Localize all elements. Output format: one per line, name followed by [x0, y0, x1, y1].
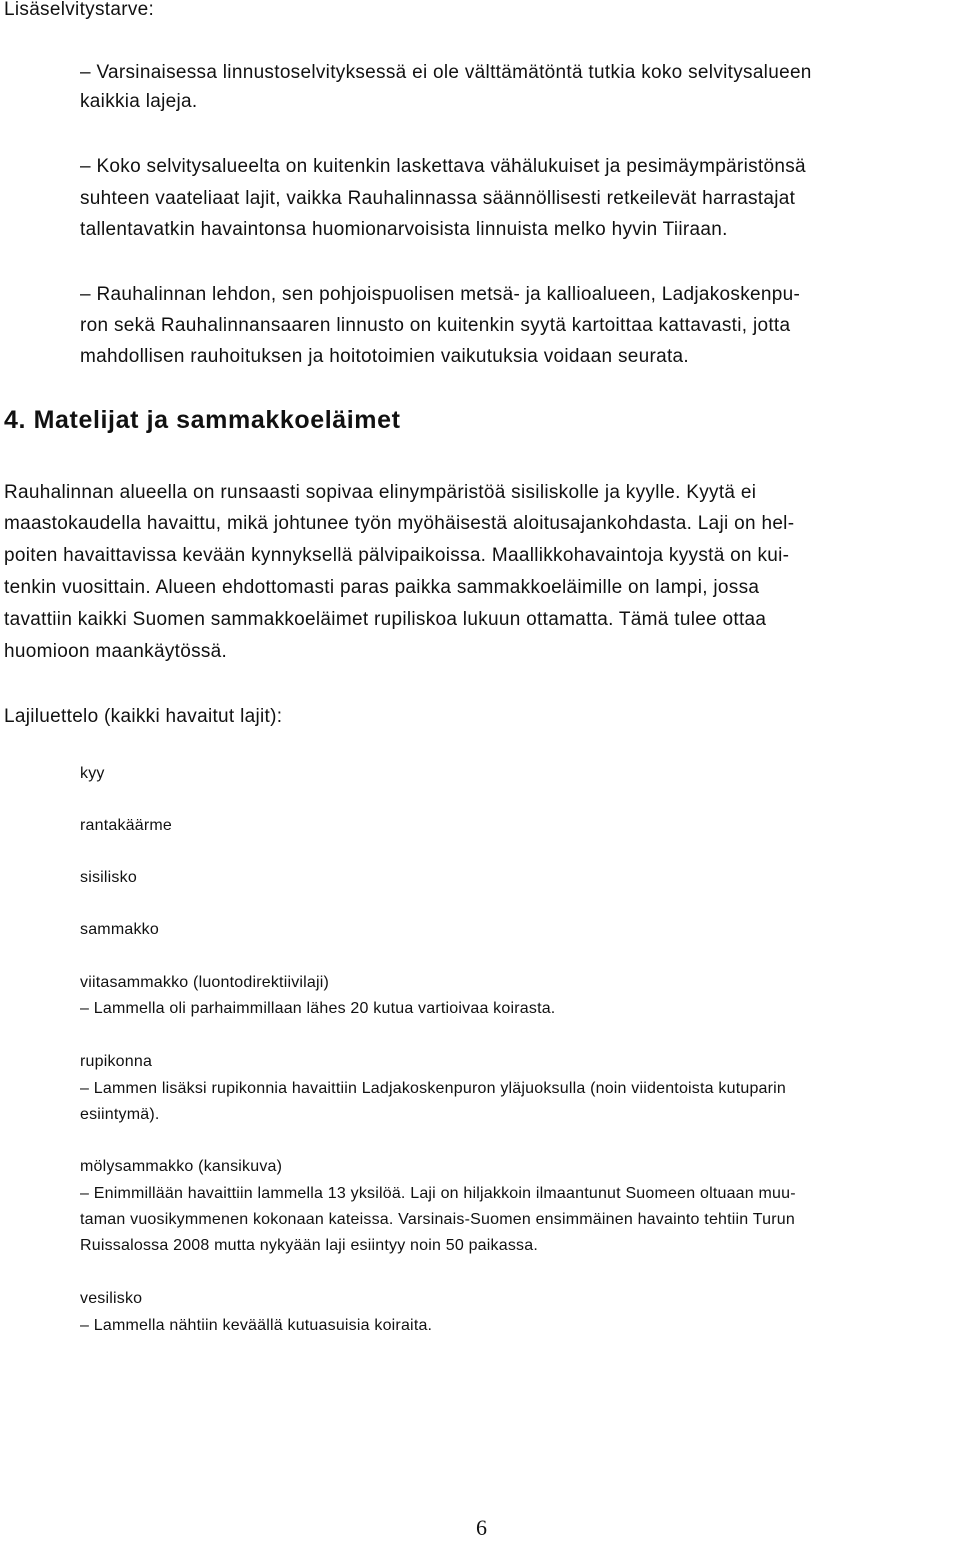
page-number: 6 [476, 1515, 487, 1540]
bullet-2-line-1: – Koko selvitysalueelta on kuitenkin laskettava vähälukuiset ja pesimäympäristönsä [80, 156, 806, 177]
bullet-3-line-3: mahdollisen rauhoituksen ja hoitotoimien vaikutuksia voidaan seurata. [80, 346, 689, 367]
species-name: kyy [80, 765, 105, 782]
species-note: – Enimmillään havaittiin lammella 13 yksilöä. Laji on hiljakkoin ilmaantunut Suomeen oltuaan muu- [80, 1185, 796, 1202]
paragraph-line-2: maastokaudella havaittu, mikä johtunee työn myöhäisestä aloitusajankohdasta. Laji on hel- [4, 513, 795, 534]
species-note: esiintymä). [80, 1106, 160, 1123]
bullet-1-line-2: kaikkia lajeja. [80, 91, 198, 112]
paragraph-line-5: tavattiin kaikki Suomen sammakkoeläimet rupiliskoa lukuun ottamatta. Tämä tulee ottaa [4, 609, 767, 630]
species-name: sammakko [80, 921, 159, 938]
paragraph-line-4: tenkin vuosittain. Alueen ehdottomasti paras paikka sammakkoeläimille on lampi, jossa [4, 577, 760, 598]
bullet-2-line-3: tallentavatkin havaintonsa huomionarvoisista linnuista melko hyvin Tiiraan. [80, 219, 728, 240]
species-name: vesilisko [80, 1290, 143, 1307]
section-heading: 4. Matelijat ja sammakkoeläimet [4, 406, 401, 434]
species-note: – Lammella oli parhaimmillaan lähes 20 kutua vartioivaa koirasta. [80, 1000, 556, 1017]
species-list-label: Lajiluettelo (kaikki havaitut lajit): [4, 706, 283, 727]
section-label: Lisäselvitystarve: [4, 0, 155, 20]
bullet-3-line-1: – Rauhalinnan lehdon, sen pohjoispuolisen metsä- ja kallioalueen, Ladjakoskenpu- [80, 284, 801, 305]
species-name: rantakäärme [80, 817, 173, 834]
paragraph-line-1: Rauhalinnan alueella on runsaasti sopivaa elinympäristöä sisiliskolle ja kyylle. Kyytä ei [4, 482, 757, 503]
species-name: rupikonna [80, 1053, 153, 1070]
paragraph-line-6: huomioon maankäytössä. [4, 641, 228, 662]
species-name: sisilisko [80, 869, 137, 886]
bullet-3-line-2: ron sekä Rauhalinnansaaren linnusto on kuitenkin syytä kartoittaa kattavasti, jotta [80, 315, 791, 336]
species-note: – Lammella nähtiin keväällä kutuasuisia koiraita. [80, 1317, 433, 1334]
bullet-2-line-2: suhteen vaateliaat lajit, vaikka Rauhalinnassa säännöllisesti retkeilevät harrastajat [80, 188, 796, 209]
paragraph-line-3: poiten havaittavissa kevään kynnyksellä pälvipaikoissa. Maallikkohavaintoja kyystä on kui- [4, 545, 790, 566]
species-note: taman vuosikymmenen kokonaan kateissa. Varsinais-Suomen ensimmäinen havainto tehtiin Turun [80, 1211, 795, 1228]
species-note: Ruissalossa 2008 mutta nykyään laji esiintyy noin 50 paikassa. [80, 1237, 538, 1254]
species-note: – Lammen lisäksi rupikonnia havaittiin Ladjakoskenpuron yläjuoksulla (noin viidentoista kutuparin [80, 1080, 787, 1097]
bullet-1-line-1: – Varsinaisessa linnustoselvityksessä ei ole välttämätöntä tutkia koko selvitysalueen [80, 62, 812, 83]
species-name: viitasammakko (luontodirektiivilaji) [80, 974, 330, 991]
species-name: mölysammakko (kansikuva) [80, 1158, 283, 1175]
